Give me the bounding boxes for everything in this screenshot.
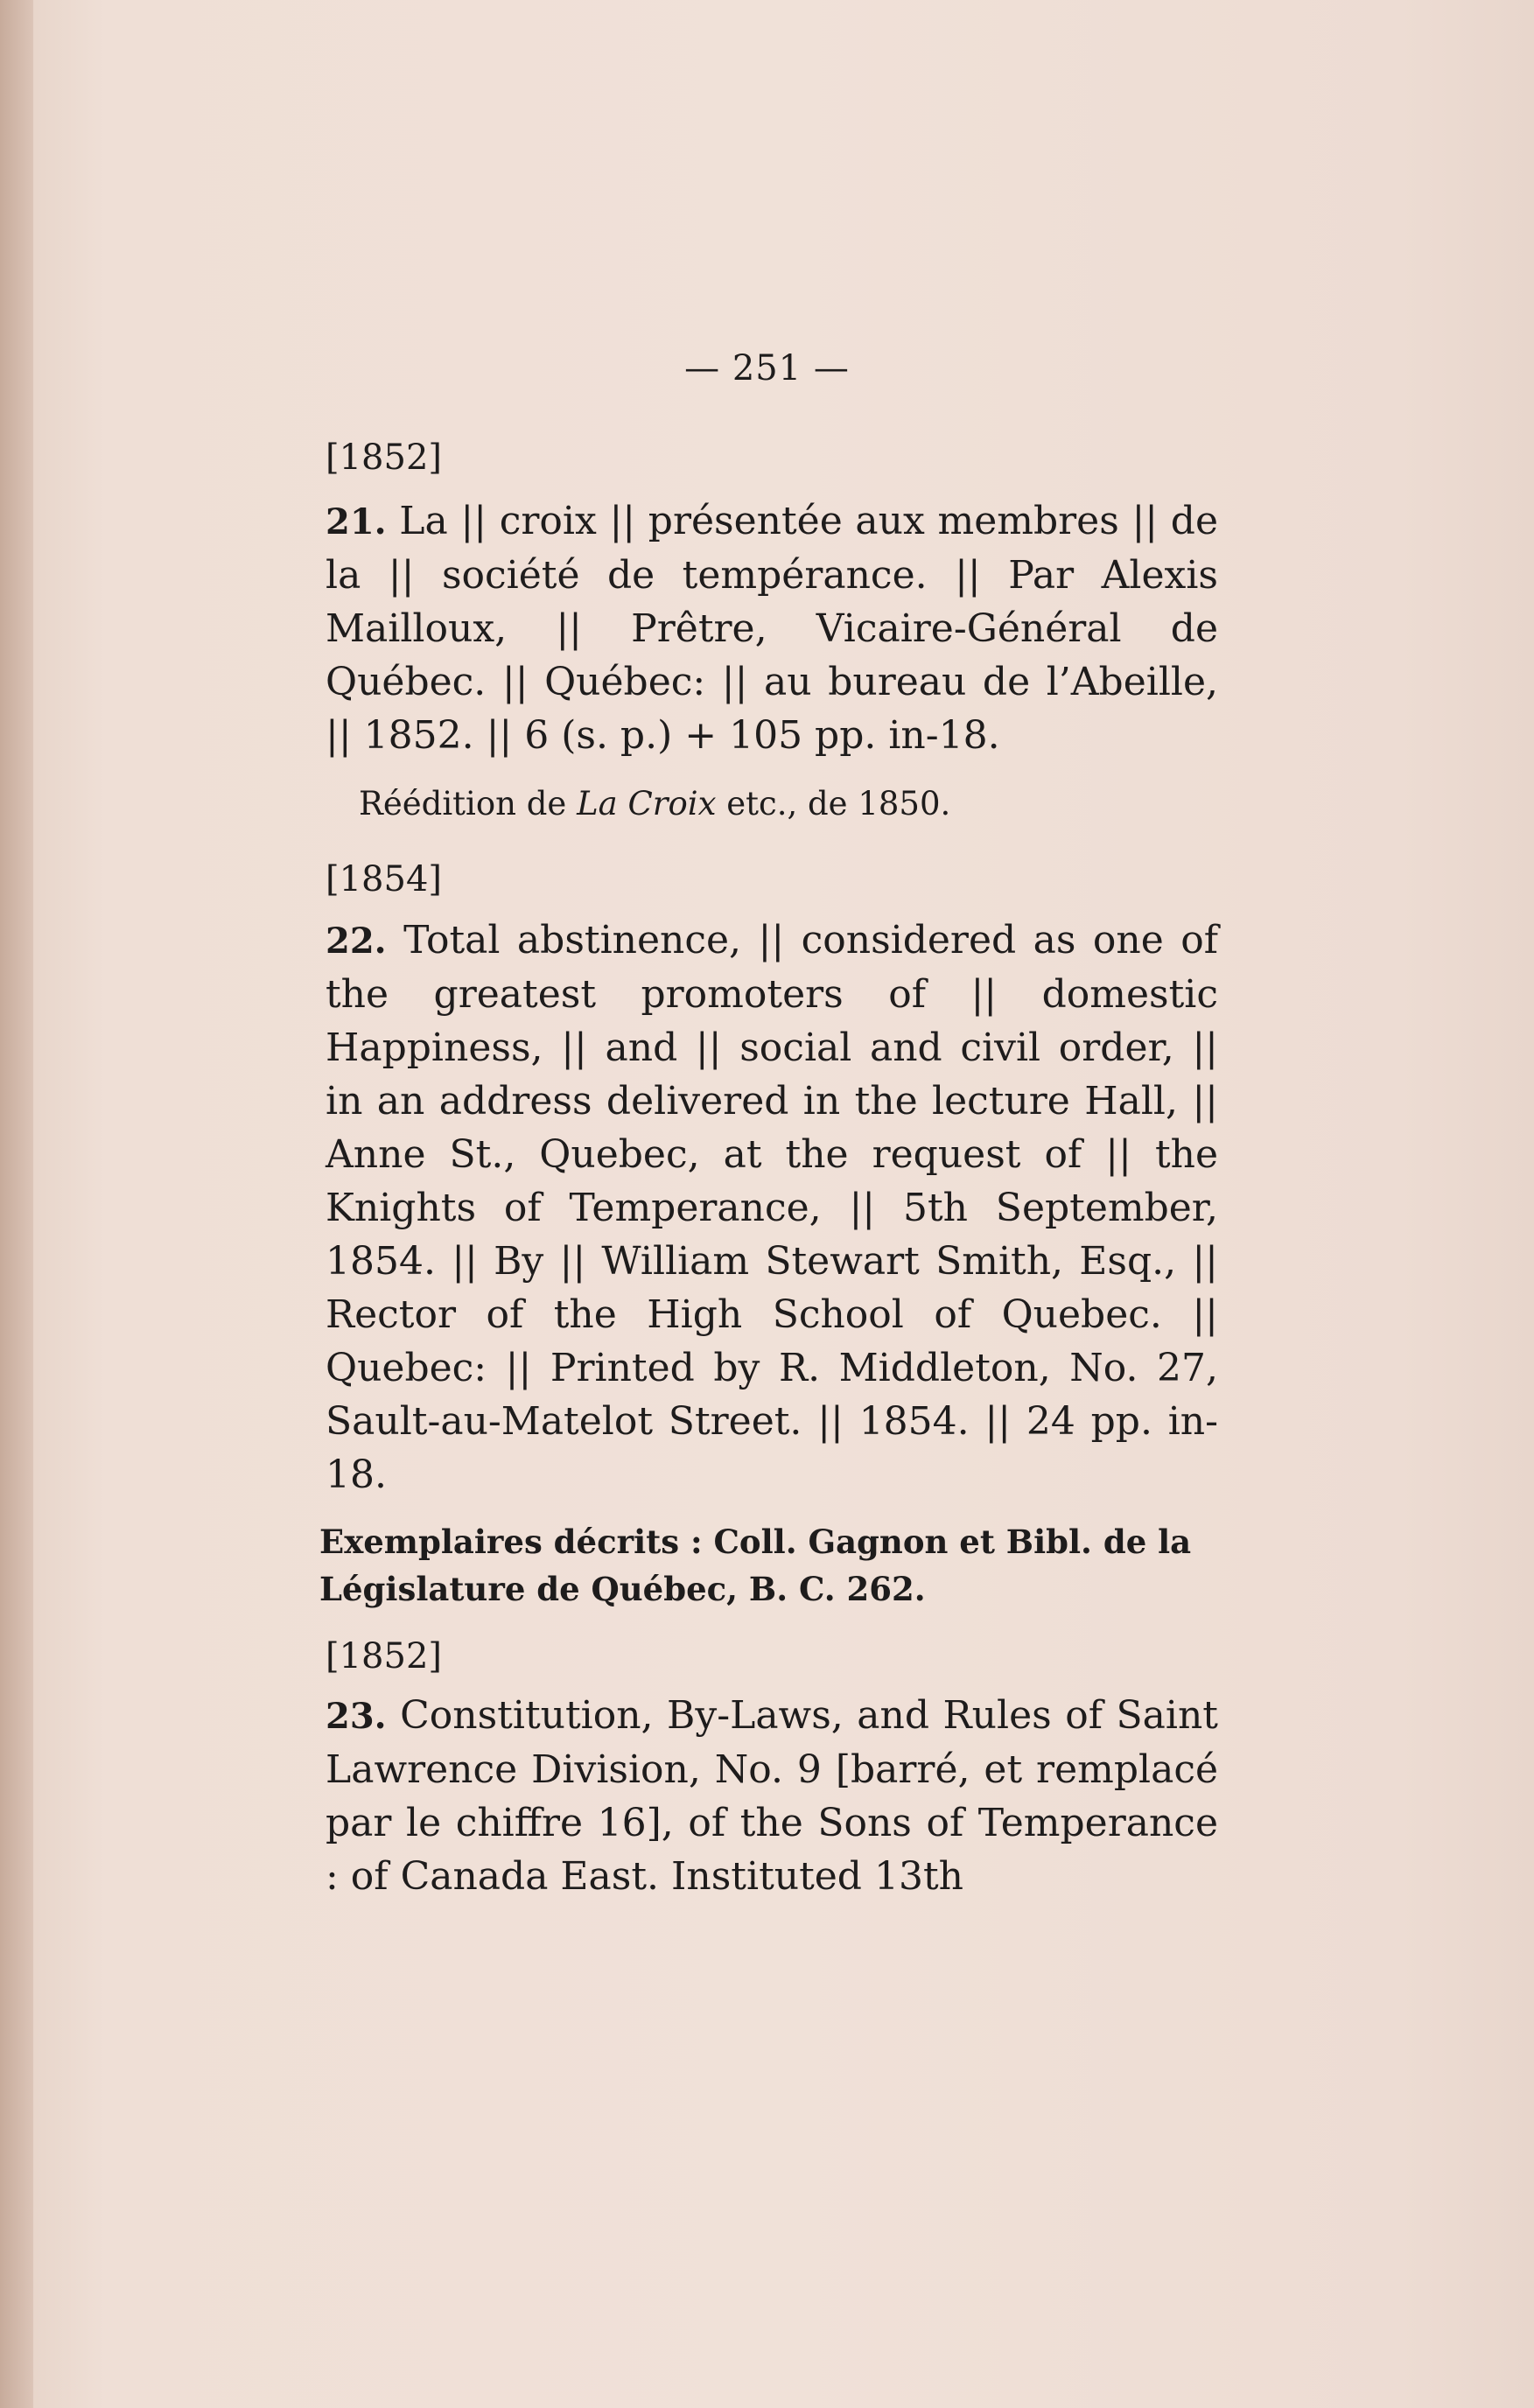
entry-text: Constitution, By-Laws, and Rules of Saint Lawrence Division, No. 9 [barré, et remplacé par le chiffre 16], of the Sons of Temperance : of Canada East. Instituted 13th: [326, 1693, 1218, 1899]
entry-year: [1854]: [326, 859, 443, 900]
entry-note: [359, 780, 1216, 828]
note-text: etc., de 1850.: [716, 785, 951, 822]
bibliography-entry: [326, 494, 1218, 762]
note-title: La Croix: [577, 785, 717, 822]
entry-body: [326, 1689, 1218, 1903]
page-number: — 251 —: [684, 348, 850, 388]
bibliography-entry: [326, 1689, 1218, 1903]
entry-number: 21.: [326, 501, 387, 542]
entry-text: Total abstinence, || considered as one of the greatest promoters of || domestic Happiness, || and || social and civil order, || in an address delivered in the lecture Hall, || Anne St., Quebec, at the request of || the Knights of Temperance, || 5th September, 1854. || By || William Stewart Smith, Esq., || Rector of the High School of Quebec. || Quebec: || Printed by R. Middleton, No. 27, Sault-au-Matelot Street. || 1854. || 24 pp. in-18.: [326, 918, 1218, 1497]
bibliography-entry: [326, 914, 1218, 1502]
entry-number: 22.: [326, 920, 387, 962]
entry-body: [326, 914, 1218, 1502]
entry-body: [326, 494, 1218, 762]
entry-note: Exemplaires décrits : Coll. Gagnon et Bibl. de la Législature de Québec, B. C. 262.: [319, 1522, 1192, 1608]
entry-number: 23.: [326, 1696, 387, 1737]
entry-text: La || croix || présentée aux membres || de la || société de tempérance. || Par Alexis Mailloux, || Prêtre, Vicaire-Général de Québec. || Québec: || au bureau de l’Abeille, || 1852. || 6 (s. p.) + 105 pp. in-18.: [326, 499, 1218, 758]
entry-year: [1852]: [326, 438, 443, 478]
note-text: Réédition de: [359, 785, 578, 822]
entry-year: [1852]: [326, 1636, 443, 1676]
